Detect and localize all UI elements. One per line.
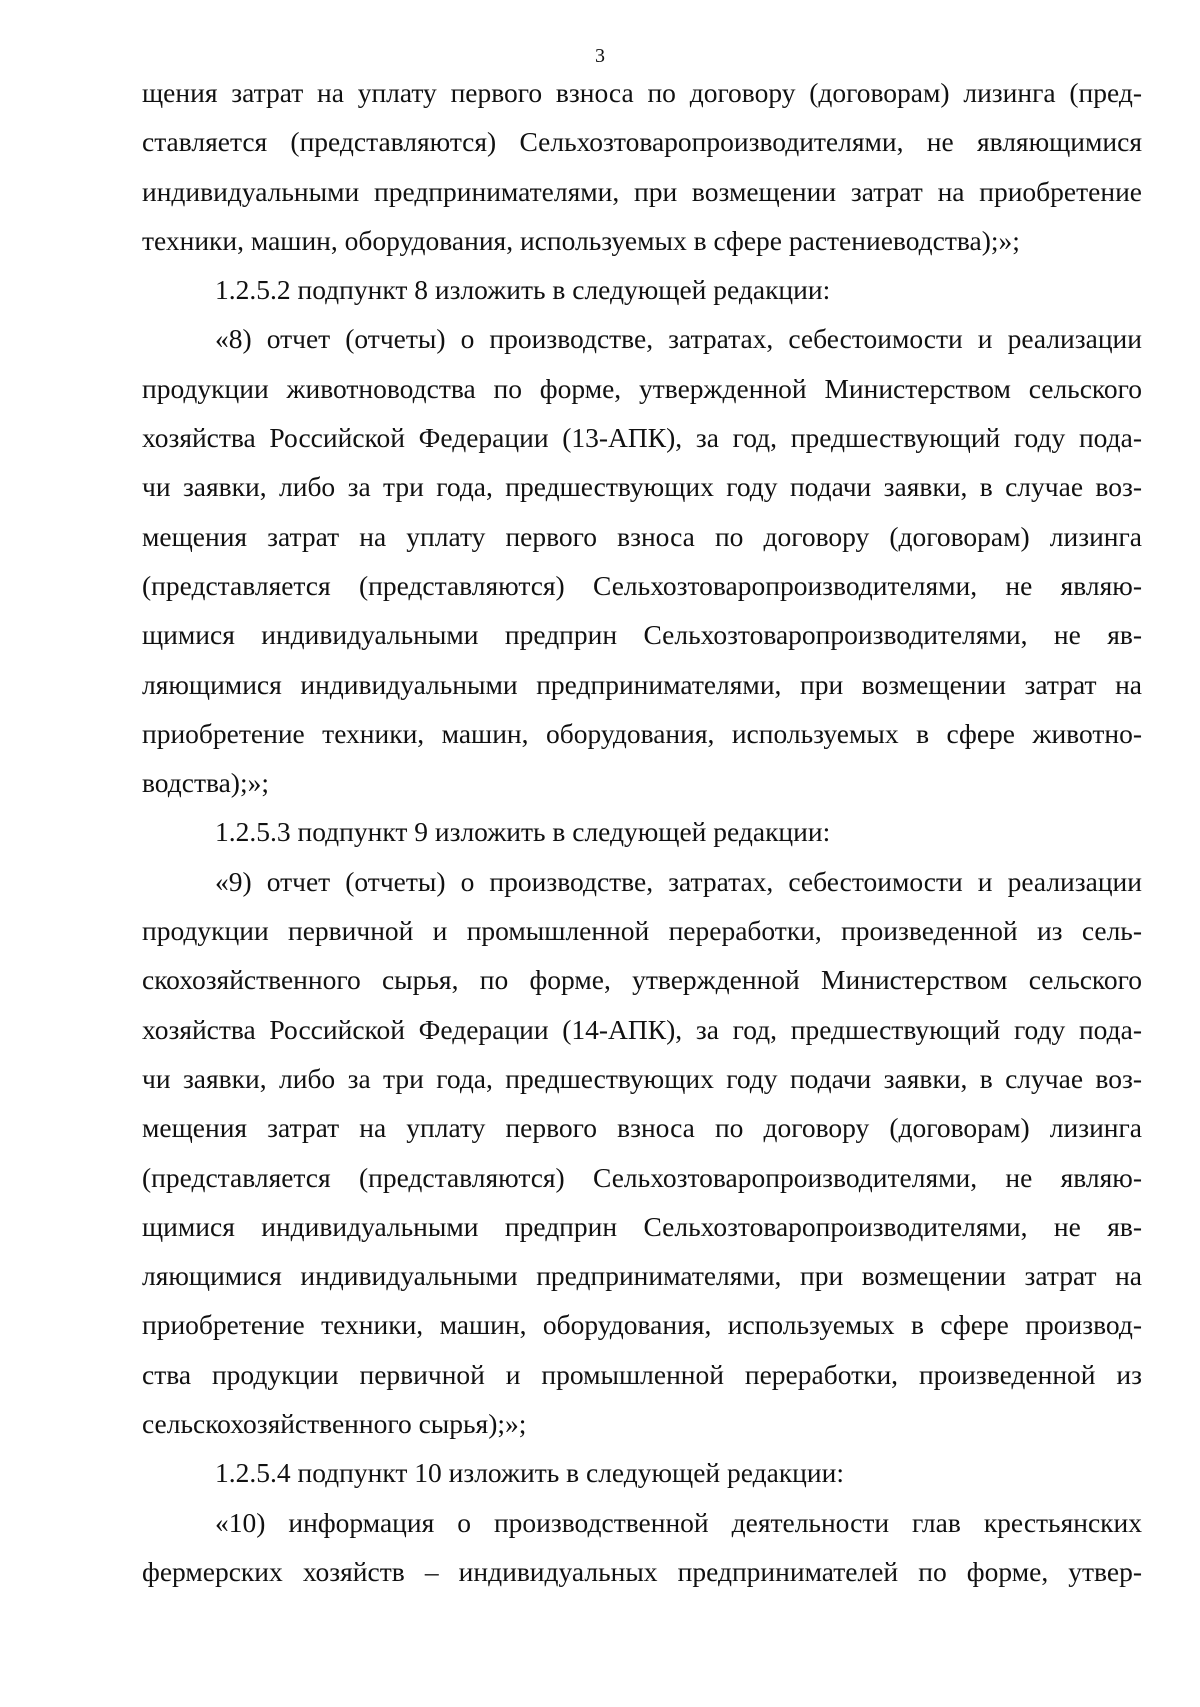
text-line: чи заявки, либо за три года, предшествующих году подачи заявки, в случае воз-	[142, 471, 1142, 503]
text-line: ставляется (представляются) Сельхозтоваропроизводителями, не являющимися	[142, 126, 1142, 158]
text-line: «10) информация о производственной деятельности глав крестьянских	[215, 1506, 1142, 1538]
text-line: индивидуальными предпринимателями, при возмещении затрат на приобретение	[142, 175, 1142, 207]
text-line: 1.2.5.4 подпункт 10 изложить в следующей редакции:	[215, 1457, 844, 1489]
text-line: 1.2.5.3 подпункт 9 изложить в следующей редакции:	[215, 816, 831, 848]
page-number: 3	[595, 45, 605, 67]
text-line: техники, машин, оборудования, используемых в сфере растениеводства);»;	[142, 224, 1020, 256]
text-line: скохозяйственного сырья, по форме, утвержденной Министерством сельского	[142, 964, 1142, 996]
text-line: (представляется (представляются) Сельхозтоваропроизводителями, не являю-	[142, 569, 1142, 601]
text-line: фермерских хозяйств – индивидуальных предпринимателей по форме, утвер-	[142, 1555, 1142, 1587]
text-line: щимися индивидуальными предприн Сельхозтоваропроизводителями, не яв-	[142, 1210, 1142, 1242]
text-line: ляющимися индивидуальными предпринимателями, при возмещении затрат на	[142, 1260, 1142, 1292]
text-line: приобретение техники, машин, оборудования, используемых в сфере производ-	[142, 1309, 1142, 1341]
text-line: сельскохозяйственного сырья);»;	[142, 1408, 527, 1440]
text-line: «9) отчет (отчеты) о производстве, затратах, себестоимости и реализации	[215, 865, 1142, 897]
document-body	[142, 68, 1142, 1596]
text-line: хозяйства Российской Федерации (13-АПК), за год, предшествующий году пода-	[142, 422, 1142, 454]
text-line: ляющимися индивидуальными предпринимателями, при возмещении затрат на	[142, 668, 1142, 700]
text-line: продукции первичной и промышленной переработки, произведенной из сель-	[142, 915, 1142, 947]
text-line: продукции животноводства по форме, утвержденной Министерством сельского	[142, 372, 1142, 404]
text-line: мещения затрат на уплату первого взноса по договору (договорам) лизинга	[142, 1112, 1142, 1144]
text-line: (представляется (представляются) Сельхозтоваропроизводителями, не являю-	[142, 1161, 1142, 1193]
text-line: щимися индивидуальными предприн Сельхозтоваропроизводителями, не яв-	[142, 619, 1142, 651]
text-line: мещения затрат на уплату первого взноса по договору (договорам) лизинга	[142, 520, 1142, 552]
text-line: хозяйства Российской Федерации (14-АПК), за год, предшествующий году пода-	[142, 1013, 1142, 1045]
text-line: щения затрат на уплату первого взноса по договору (договорам) лизинга (пред-	[142, 77, 1142, 108]
text-line: 1.2.5.2 подпункт 8 изложить в следующей редакции:	[215, 274, 831, 306]
text-line: чи заявки, либо за три года, предшествующих году подачи заявки, в случае воз-	[142, 1062, 1142, 1094]
text-line: приобретение техники, машин, оборудования, используемых в сфере животно-	[142, 717, 1142, 749]
text-line: водства);»;	[142, 767, 269, 799]
text-line: «8) отчет (отчеты) о производстве, затратах, себестоимости и реализации	[215, 323, 1142, 355]
text-line: ства продукции первичной и промышленной переработки, произведенной из	[142, 1358, 1142, 1390]
